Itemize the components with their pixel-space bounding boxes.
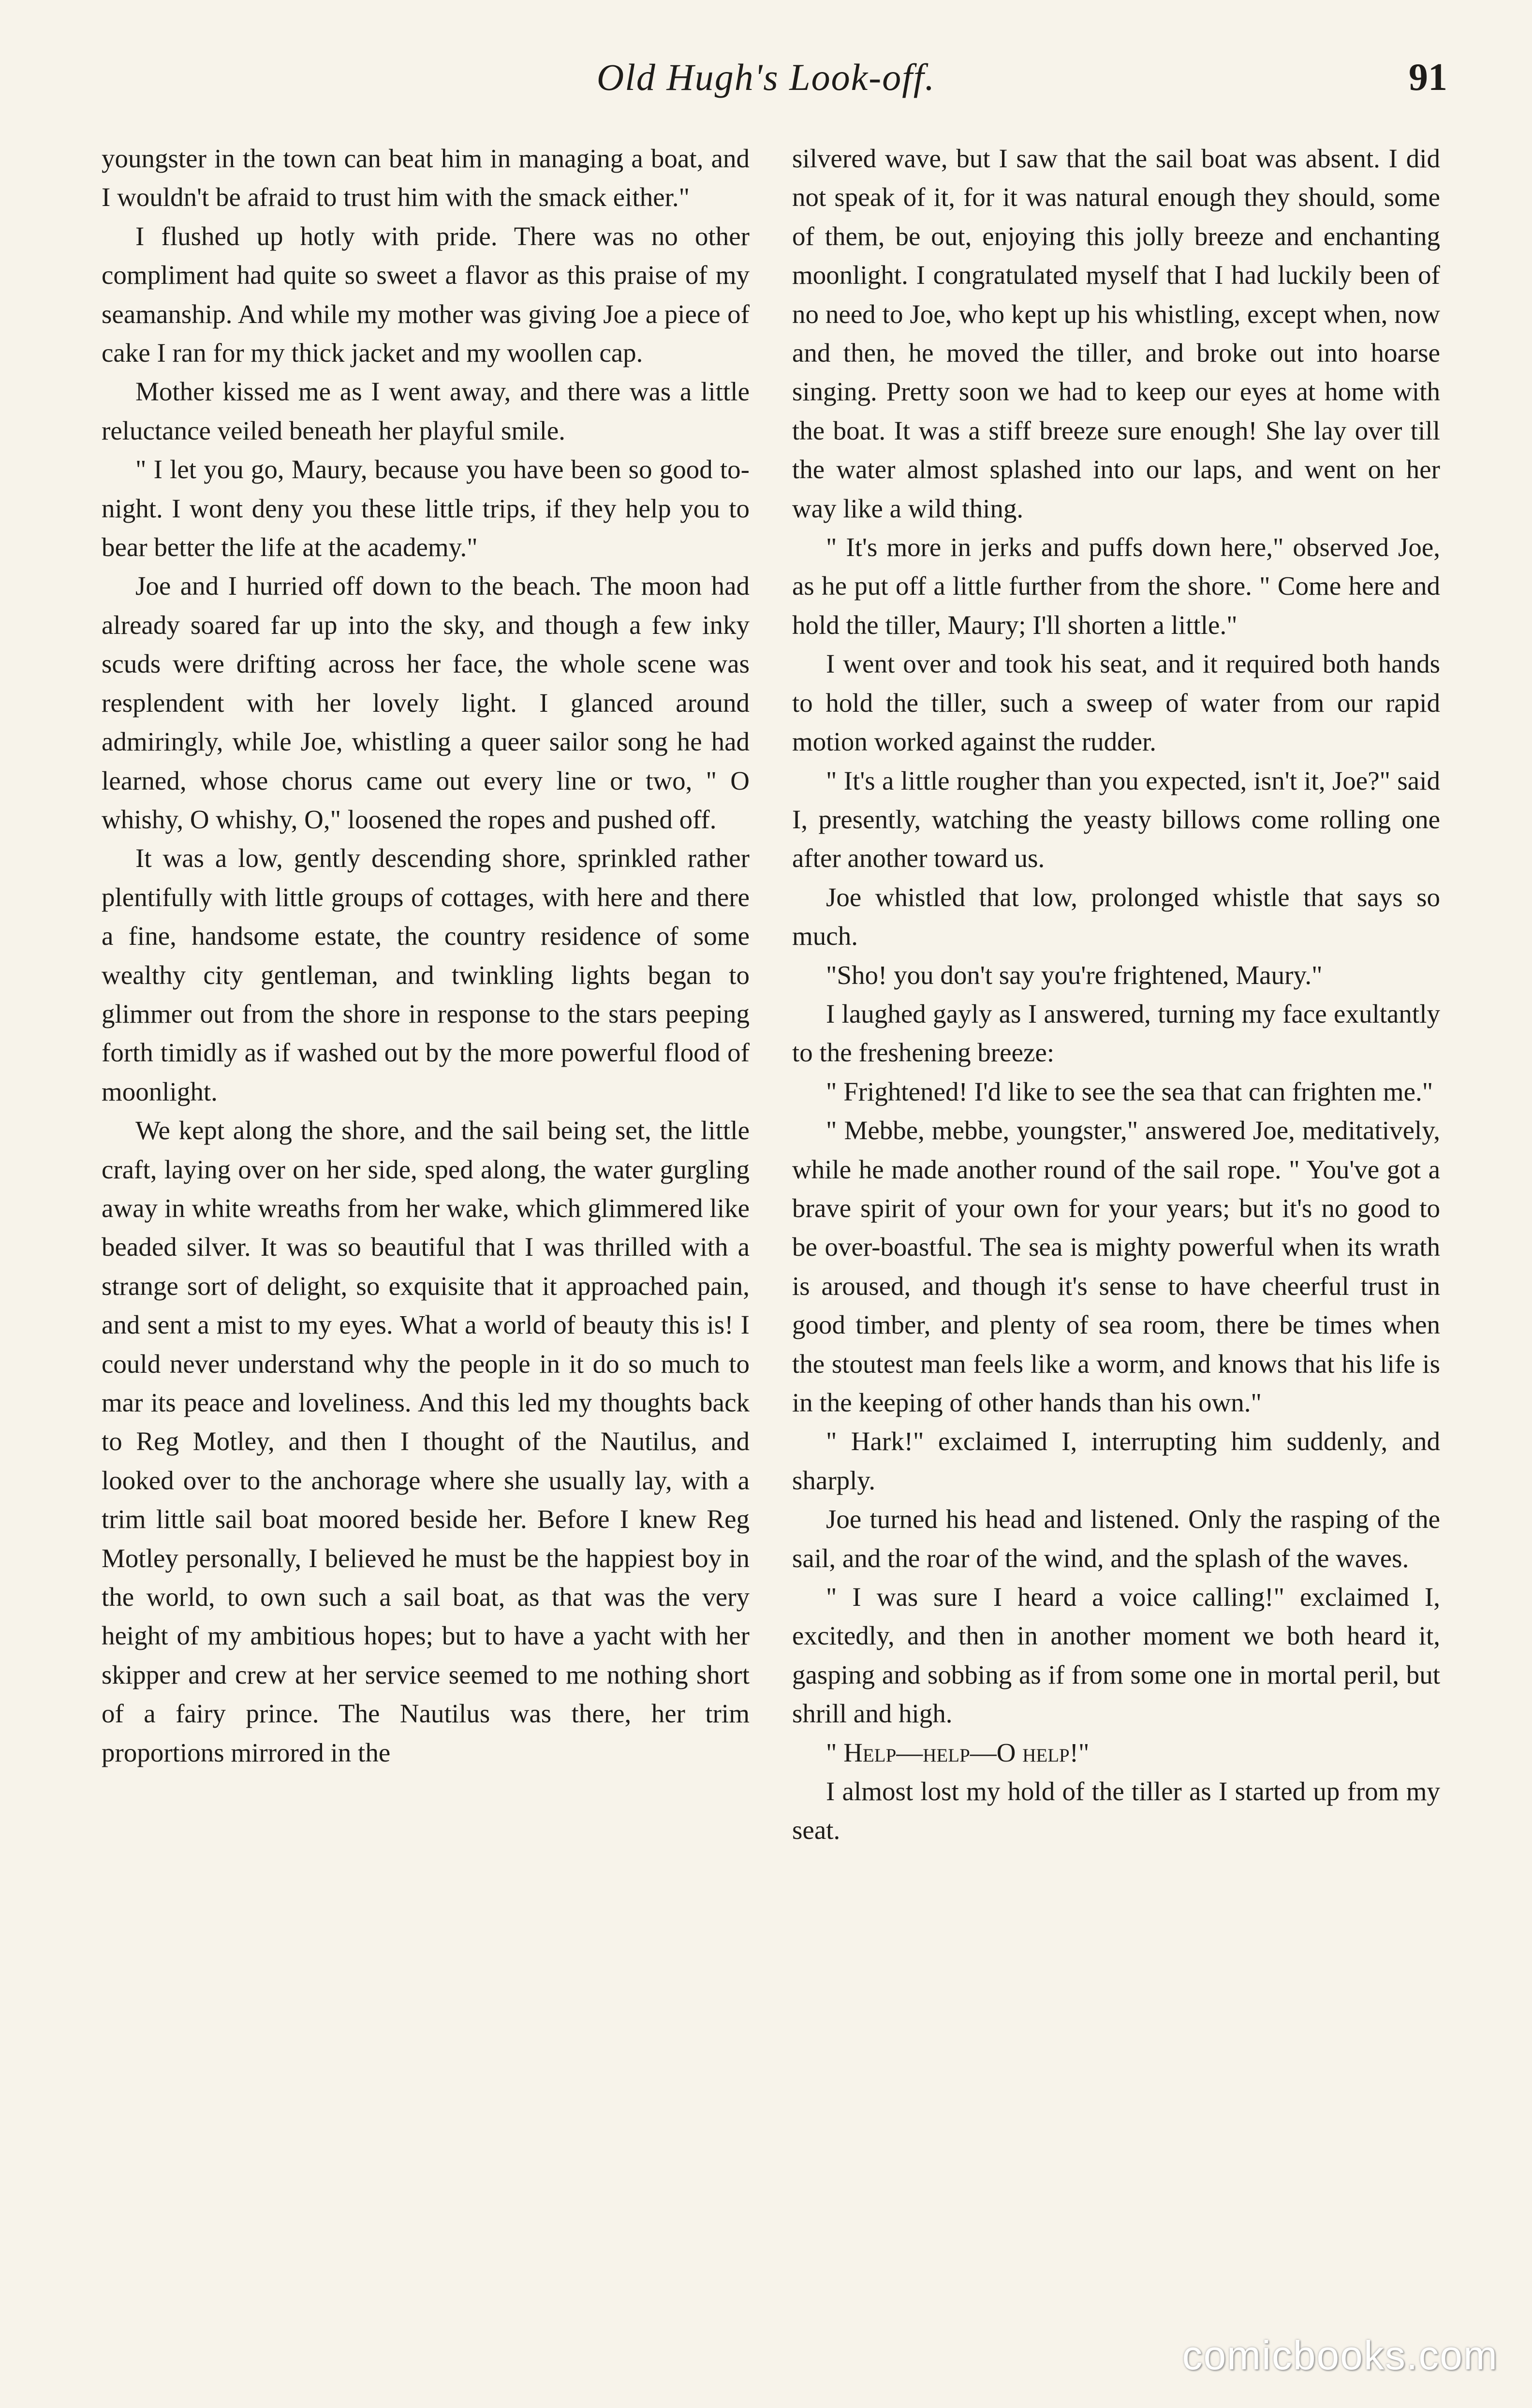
watermark: comicbooks.com — [1182, 2333, 1498, 2378]
paragraph: " Frightened! I'd like to see the sea that can frighten me." — [826, 1076, 1433, 1106]
paragraph: I laughed gayly as I answered, turning my face exultantly to the freshening breeze: — [792, 998, 1440, 1068]
page-header — [0, 56, 1532, 109]
paragraph: It was a low, gently descending shore, sprinkled rather plentifully with little groups of cottages, with here and there a fine, handsome estate, the country residence of some wealthy city gentleman, and twinkling lights began to glimmer out from the shore in response to the stars peeping forth timidly as if washed out by the more powerful flood of moonlight. — [102, 843, 750, 1106]
paragraph: Mother kissed me as I went away, and there was a little reluctance veiled beneath her playful smile. — [102, 377, 750, 445]
paragraph: " It's more in jerks and puffs down here," observed Joe, as he put off a little further from the shore. " Come here and hold the tiller, Maury; I'll shorten a little." — [792, 532, 1440, 640]
paragraph: " Mebbe, mebbe, youngster," answered Joe, meditatively, while he made another round of the sail rope. " You've got a brave spirit of your own for your years; but it's no good to be over-boastful. The sea is mighty powerful when its wrath is aroused, and though it's sense to have cheerful trust in good timber, and plenty of sea room, there be times when the stoutest man feels like a worm, and knows that his life is in the keeping of other hands than his own." — [792, 1116, 1440, 1417]
paragraph: I went over and took his seat, and it required both hands to hold the tiller, such a sweep of water from our rapid motion worked against the rudder. — [792, 649, 1440, 757]
left-column — [102, 139, 750, 1772]
paragraph: I flushed up hotly with pride. There was no other compliment had quite so sweet a flavor as this praise of my seamanship. And while my mother was giving Joe a piece of cake I ran for my thick jacket and my woollen cap. — [102, 221, 750, 368]
paragraph: youngster in the town can beat him in managing a boat, and I wouldn't be afraid to trust him with the smack either." — [102, 144, 750, 212]
paragraph: silvered wave, but I saw that the sail boat was absent. I did not speak of it, for it was natural enough they should, some of them, be out, enjoying this jolly breeze and enchanting moonlight. I congratulated myself that I had luckily been of no need to Joe, who kept up his whistling, except when, now and then, he moved the tiller, and broke out into hoarse singing. Pretty soon we had to keep our eyes at home with the boat. It was a stiff breeze sure enough! She lay over till the water almost splashed into our laps, and went on her way like a wild thing. — [792, 144, 1440, 523]
paragraph: Joe turned his head and listened. Only the rasping of the sail, and the roar of the wind, and the splash of the waves. — [792, 1504, 1440, 1573]
paragraph-cry-for-help: " Help—help—O help!" — [826, 1737, 1090, 1767]
page-number: 91 — [1409, 56, 1447, 99]
right-column — [792, 139, 1440, 1850]
paragraph: Joe whistled that low, prolonged whistle that says so much. — [792, 882, 1440, 951]
paragraph: Joe and I hurried off down to the beach. The moon had already soared far up into the sky, and though a few inky scuds were drifting across her face, the whole scene was resplendent with her lovely light. I glanced around admiringly, while Joe, whistling a queer sailor song he had learned, whose chorus came out every line or two, " O whishy, O whishy, O," loosened the ropes and pushed off. — [102, 571, 750, 834]
paragraph: " It's a little rougher than you expected, isn't it, Joe?" said I, presently, watching the yeasty billows come rolling one after another toward us. — [792, 765, 1440, 873]
paragraph: " I let you go, Maury, because you have been so good to-night. I wont deny you these little trips, if they help you to bear better the life at the academy." — [102, 455, 750, 562]
paragraph: " Hark!" exclaimed I, interrupting him suddenly, and sharply. — [792, 1426, 1440, 1495]
paragraph: "Sho! you don't say you're frightened, Maury." — [826, 960, 1323, 990]
paragraph: " I was sure I heard a voice calling!" exclaimed I, excitedly, and then in another moment we both heard it, gasping and sobbing as if from some one in mortal peril, but shrill and high. — [792, 1582, 1440, 1729]
paragraph: I almost lost my hold of the tiller as I started up from my seat. — [792, 1777, 1440, 1845]
running-title: Old Hugh's Look-off. — [596, 56, 936, 98]
paragraph: We kept along the shore, and the sail being set, the little craft, laying over on her side, sped along, the water gurgling away in white wreaths from her wake, which glimmered like beaded silver. It was so beautiful that I was thrilled with a strange sort of delight, so exquisite that it approached pain, and sent a mist to my eyes. What a world of beauty this is! I could never understand why the people in it do so much to mar its peace and loveliness. And this led my thoughts back to Reg Motley, and then I thought of the Nautilus, and looked over to the anchorage where she usually lay, with a trim little sail boat moored beside her. Before I knew Reg Motley personally, I believed he must be the happiest boy in the world, to own such a sail boat, as that was the very height of my ambitious hopes; but to have a yacht with her skipper and crew at her service seemed to me nothing short of a fairy prince. The Nautilus was there, her trim proportions mirrored in the — [102, 1116, 750, 1767]
